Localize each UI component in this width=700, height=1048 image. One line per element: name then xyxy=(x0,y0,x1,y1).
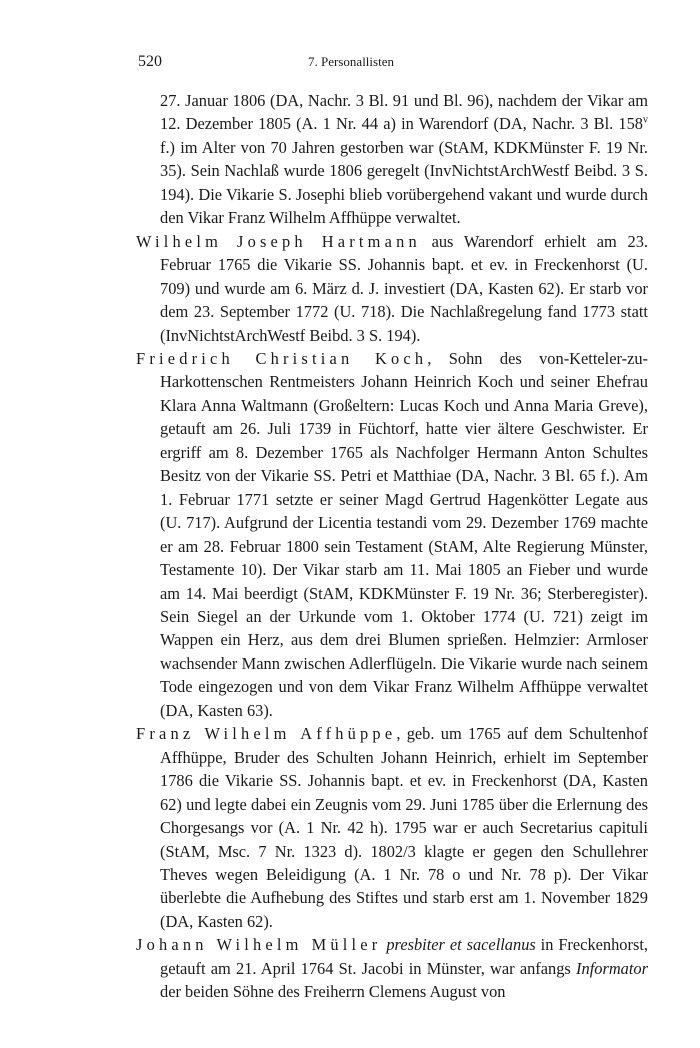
entry-affhueppe xyxy=(136,722,648,933)
body-text xyxy=(136,89,648,1004)
person-name: Wilhelm Joseph Hartmann xyxy=(136,231,421,251)
page-number: 520 xyxy=(138,53,162,70)
entry-text: f.) im Alter von 70 Jahren gestorben war (StAM, KDKMünster F. 19 Nr. 35). Sein Nachlaß wurde 1806 geregelt (InvNichtstArchWestf Beibd. 3 S. 194). Die Vikarie S. Josephi blieb vorübergehend vakant und wurde durch den Vikar Franz Wilhelm Affhüppe verwaltet. xyxy=(160,137,648,228)
superscript: v xyxy=(643,114,648,126)
entry-text: in Freckenhorst, getauft am 21. April 1764 St. Jacobi in Münster, war anfangs xyxy=(160,935,648,978)
page-header xyxy=(138,53,564,75)
person-name: Friedrich Christian Koch xyxy=(136,348,428,368)
entry-continuation xyxy=(136,89,648,230)
person-name: Franz Wilhelm Affhüppe xyxy=(136,724,397,744)
person-name: Johann Wilhelm Müller xyxy=(136,935,382,955)
latin-term: presbiter et sacellanus xyxy=(386,935,536,955)
entry-text: aus Warendorf erhielt am 23. Februar 1765 die Vikarie SS. Johannis bapt. et ev. in Freckenhorst (U. 709) und wurde am 6. März d. J. investiert (DA, Kasten 62). Er starb vor dem 23. September 1772 (U. 718). Die Nachlaßregelung fand 1773 statt (InvNichtstArchWestf Beibd. 3 S. 194). xyxy=(160,231,648,345)
entry-text: , Sohn des von-Ketteler-zu-Harkottenschen Rentmeisters Johann Heinrich Koch und seiner Ehefrau Klara Anna Waltmann (Großeltern: Lucas Koch und Anna Maria Greve), getauft am 26. Juli 1739 in Füchtorf, hatte vier ältere Geschwister. Er ergriff am 8. Dezember 1765 als Nachfolger Hermann Anton Schultes Besitz von der Vikarie SS. Petri et Matthiae (DA, Nachr. 3 Bl. 65 f.). Am 1. Februar 1771 setzte er seiner Magd Gertrud Hagenkötter Legate aus (U. 717). Aufgrund der Licentia testandi vom 29. Dezember 1769 machte er am 28. Februar 1800 sein Testament (StAM, Alte Regierung Münster, Testamente 10). Der Vikar starb am 11. Mai 1805 an Fieber und wurde am 14. Mai beerdigt (StAM, KDKMünster F. 19 Nr. 36; Sterberegister). Sein Siegel an der Urkunde vom 1. Oktober 1774 (U. 721) zeigt im Wappen ein Herz, aus dem drei Blumen sprießen. Helmzier: Armloser wachsender Mann zwischen Adlerflügeln. Die Vikarie wurde nach seinem Tode eingezogen und von dem Vikar Franz Wilhelm Affhüppe verwaltet (DA, Kasten 63). xyxy=(160,348,648,720)
entry-koch xyxy=(136,347,648,722)
entry-text: 27. Januar 1806 (DA, Nachr. 3 Bl. 91 und Bl. 96), nachdem der Vikar am 12. Dezember 1805 (A. 1 Nr. 44 a) in Warendorf (DA, Nachr. 3 Bl. 158 xyxy=(160,91,648,134)
entry-hartmann xyxy=(136,230,648,347)
entry-mueller xyxy=(136,933,648,1003)
running-head: 7. Personallisten xyxy=(308,54,394,69)
entry-text: , geb. um 1765 auf dem Schultenhof Affhüppe, Bruder des Schulten Johann Heinrich, erhielt im September 1786 die Vikarie SS. Johannis bapt. et ev. in Freckenhorst (DA, Kasten 62) und legte dabei ein Zeugnis vom 29. Juni 1785 über die Erlernung des Chorgesangs vor (A. 1 Nr. 42 h). 1795 war er auch Secretarius capituli (StAM, Msc. 7 Nr. 1323 d). 1802/3 klagte er gegen den Schullehrer Theves wegen Beleidigung (A. 1 Nr. 78 o und Nr. 78 p). Der Vikar überlebte die Aufhebung des Stiftes und starb erst am 1. November 1829 (DA, Kasten 62). xyxy=(160,724,649,931)
latin-term: Informator xyxy=(576,958,648,978)
entry-text: der beiden Söhne des Freiherrn Clemens August von xyxy=(160,982,506,1002)
